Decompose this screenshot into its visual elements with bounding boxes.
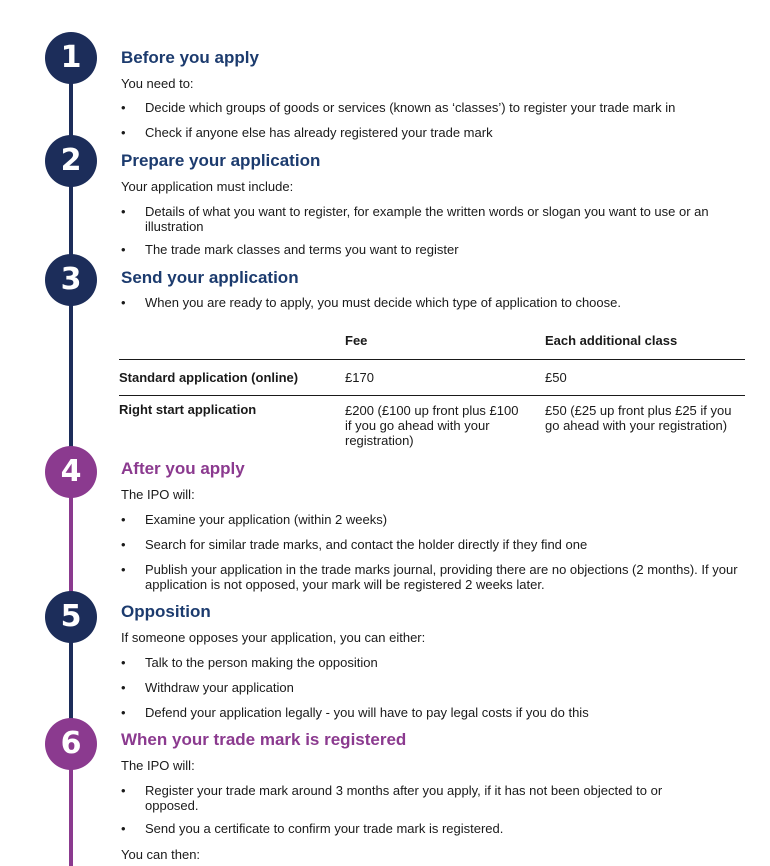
table-header-additional-class: Each additional class bbox=[545, 333, 678, 348]
table-rule bbox=[119, 395, 745, 396]
bullet-mark: • bbox=[121, 821, 126, 836]
bullet-text: Decide which groups of goods or services (known as ‘classes’) to register your trade mark in bbox=[145, 100, 676, 115]
step-1-intro: You need to: bbox=[121, 76, 194, 91]
step-5-title: Opposition bbox=[121, 602, 211, 621]
step-1-badge: 1 bbox=[45, 32, 97, 84]
table-cell-standard-label: Standard application (online) bbox=[119, 370, 299, 385]
bullet-text: Check if anyone else has already registered your trade mark bbox=[145, 125, 493, 140]
table-cell-rightstart-label: Right start application bbox=[119, 402, 257, 417]
step-2-intro: Your application must include: bbox=[121, 179, 294, 194]
step-6-outro: You can then: bbox=[121, 847, 201, 862]
step-1-title: Before you apply bbox=[121, 48, 259, 67]
bullet-mark: • bbox=[121, 680, 126, 695]
bullet-text: Examine your application (within 2 weeks) bbox=[145, 512, 388, 527]
step-5-badge: 5 bbox=[45, 591, 97, 643]
timeline-line-3-4 bbox=[69, 300, 73, 470]
table-cell-rightstart-additional: £50 (£25 up front plus £25 if you go ahead with your registration) bbox=[545, 403, 732, 433]
bullet-text: When you are ready to apply, you must decide which type of application to choose. bbox=[145, 295, 621, 310]
table-cell-standard-additional: £50 bbox=[545, 370, 567, 385]
table-cell-rightstart-fee: £200 (£100 up front plus £100 if you go ahead with your registration) bbox=[345, 403, 519, 448]
step-6-intro: The IPO will: bbox=[121, 758, 195, 773]
bullet-mark: • bbox=[121, 705, 126, 720]
bullet-mark: • bbox=[121, 783, 126, 798]
bullet-mark: • bbox=[121, 204, 126, 219]
table-cell-standard-fee: £170 bbox=[345, 370, 374, 385]
bullet-text: Register your trade mark around 3 months after you apply, if it has not been objected to or opposed. bbox=[145, 783, 663, 813]
timeline-line-6-end bbox=[69, 760, 73, 866]
bullet-text: Search for similar trade marks, and contact the holder directly if they find one bbox=[145, 537, 588, 552]
step-4-intro: The IPO will: bbox=[121, 487, 195, 502]
step-5-intro: If someone opposes your application, you can either: bbox=[121, 630, 426, 645]
step-3-title: Send your application bbox=[121, 268, 299, 287]
bullet-text: Defend your application legally - you will have to pay legal costs if you do this bbox=[145, 705, 589, 720]
step-4-title: After you apply bbox=[121, 459, 245, 478]
bullet-text: Details of what you want to register, for example the written words or slogan you want to use or an illustration bbox=[145, 204, 709, 234]
bullet-mark: • bbox=[121, 537, 126, 552]
bullet-text: Talk to the person making the opposition bbox=[145, 655, 378, 670]
step-3-badge: 3 bbox=[45, 254, 97, 306]
step-2-badge: 2 bbox=[45, 135, 97, 187]
bullet-mark: • bbox=[121, 100, 126, 115]
step-6-badge: 6 bbox=[45, 718, 97, 770]
bullet-mark: • bbox=[121, 242, 126, 257]
table-rule bbox=[119, 359, 745, 360]
bullet-mark: • bbox=[121, 562, 126, 577]
step-6-title: When your trade mark is registered bbox=[121, 730, 407, 749]
bullet-text: Publish your application in the trade marks journal, providing there are no objections (2 months). If your application is not opposed, your mark will be registered 2 weeks later. bbox=[145, 562, 738, 592]
step-2-title: Prepare your application bbox=[121, 151, 321, 170]
bullet-text: Withdraw your application bbox=[145, 680, 294, 695]
bullet-mark: • bbox=[121, 125, 126, 140]
bullet-mark: • bbox=[121, 295, 126, 310]
bullet-text: Send you a certificate to confirm your trade mark is registered. bbox=[145, 821, 504, 836]
bullet-mark: • bbox=[121, 512, 126, 527]
table-header-fee: Fee bbox=[345, 333, 368, 348]
bullet-mark: • bbox=[121, 655, 126, 670]
step-4-badge: 4 bbox=[45, 446, 97, 498]
bullet-text: The trade mark classes and terms you want to register bbox=[145, 242, 459, 257]
